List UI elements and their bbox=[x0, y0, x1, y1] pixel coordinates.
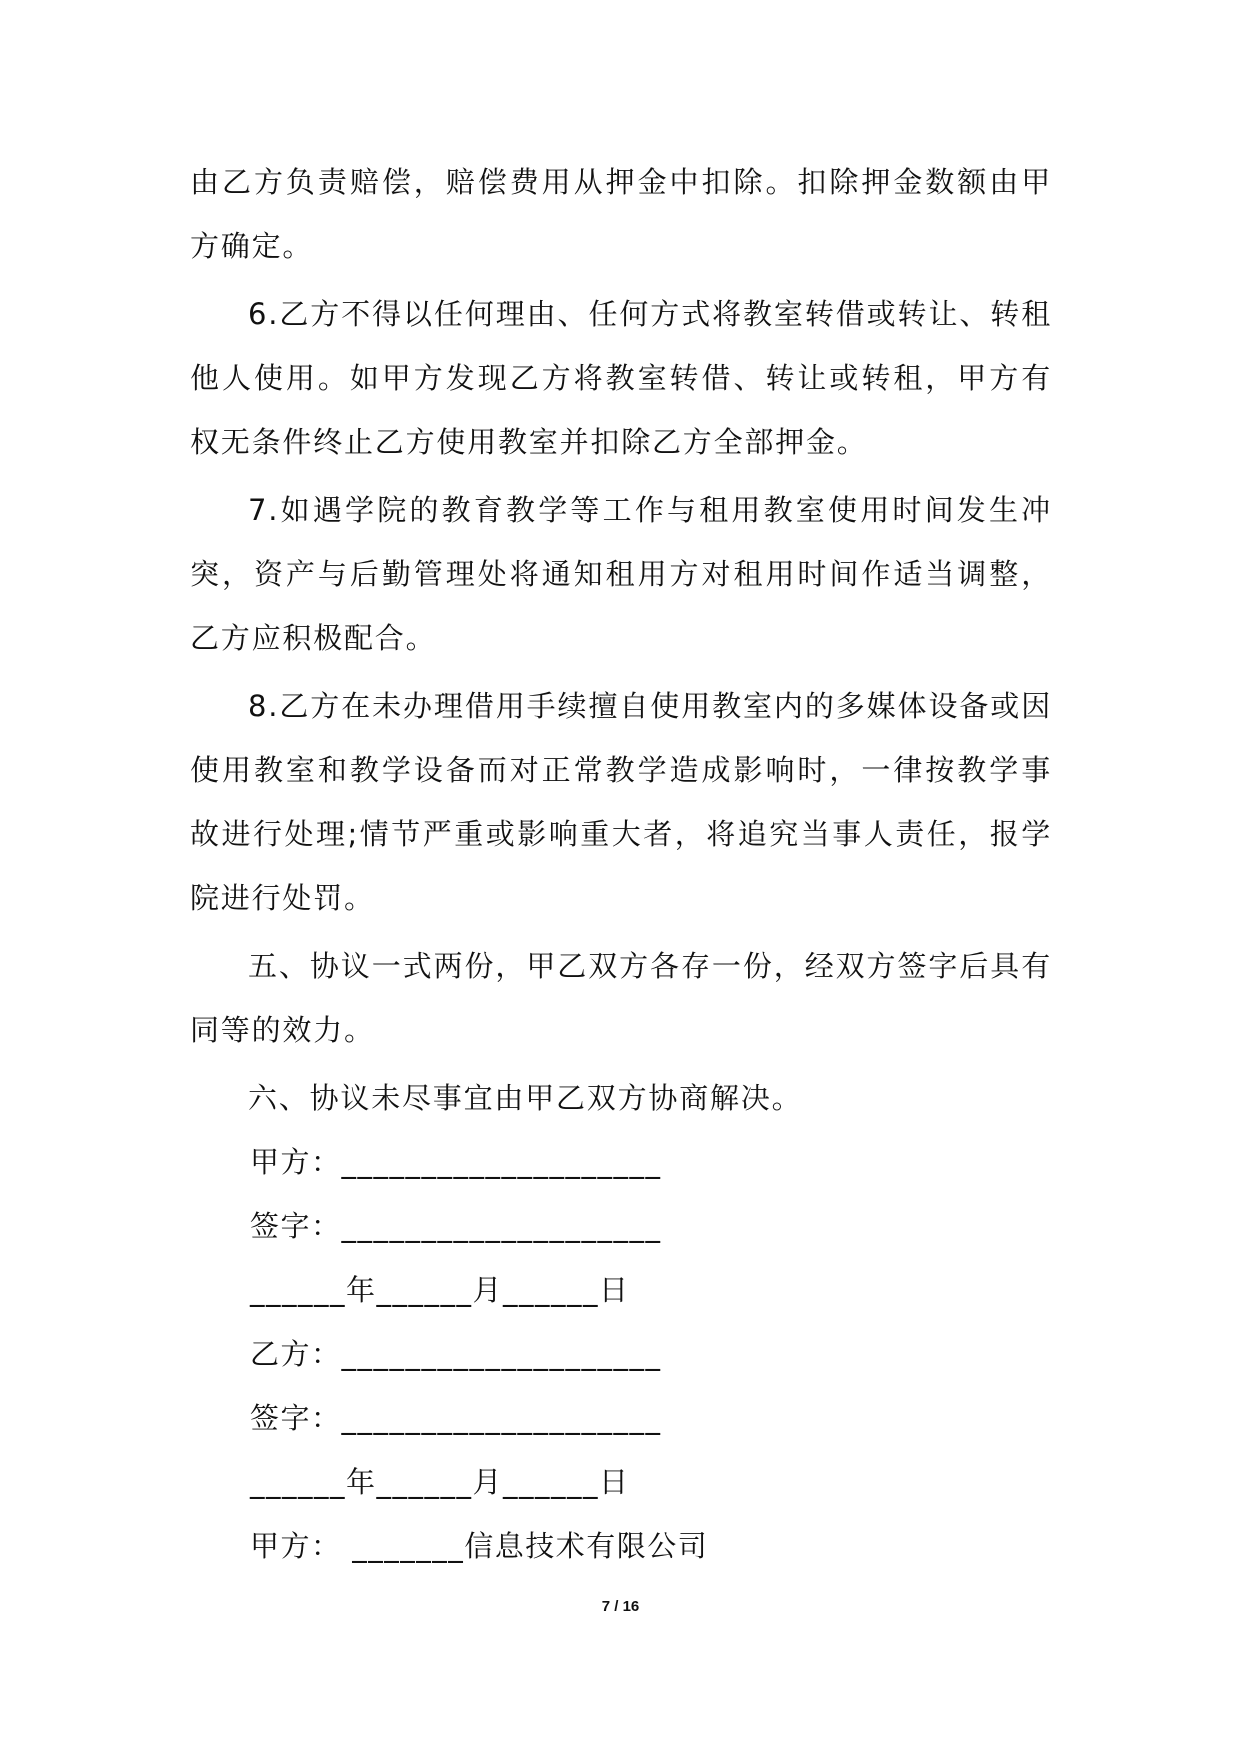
signature-block bbox=[190, 1130, 1052, 1578]
page-number: 7 / 16 bbox=[601, 1598, 640, 1615]
party-a-line: 甲方：____________________ bbox=[250, 1145, 662, 1179]
paragraph-clause-6: 六、协议未尽事宜由甲乙双方协商解决。 bbox=[248, 1081, 803, 1115]
party-a-company-line: 甲方： _______信息技术有限公司 bbox=[250, 1529, 709, 1563]
paragraph-item-6: 6.乙方不得以任何理由、任何方式将教室转借或转让、转租他人使用。如甲方发现乙方将教室转借、转让或转租，甲方有权无条件终止乙方使用教室并扣除乙方全部押金。 bbox=[190, 297, 1052, 459]
paragraph-item-8: 8.乙方在未办理借用手续擅自使用教室内的多媒体设备或因使用教室和教学设备而对正常教学造成影响时，一律按教学事故进行处理;情节严重或影响重大者，将追究当事人责任，报学院进行处罚。 bbox=[190, 689, 1052, 915]
paragraph-clause-5: 五、协议一式两份，甲乙双方各存一份，经双方签字后具有同等的效力。 bbox=[190, 949, 1052, 1047]
party-a-signature-line: 签字：____________________ bbox=[250, 1209, 662, 1243]
paragraph-continuation: 由乙方负责赔偿，赔偿费用从押金中扣除。扣除押金数额由甲方确定。 bbox=[190, 165, 1052, 263]
party-b-line: 乙方：____________________ bbox=[250, 1337, 662, 1371]
document-body bbox=[190, 150, 1052, 1578]
party-b-date-line: ______年______月______日 bbox=[250, 1465, 630, 1499]
party-a-date-line: ______年______月______日 bbox=[250, 1273, 630, 1307]
party-b-signature-line: 签字：____________________ bbox=[250, 1401, 662, 1435]
paragraph-item-7: 7.如遇学院的教育教学等工作与租用教室使用时间发生冲突，资产与后勤管理处将通知租用方对租用时间作适当调整，乙方应积极配合。 bbox=[190, 493, 1052, 655]
